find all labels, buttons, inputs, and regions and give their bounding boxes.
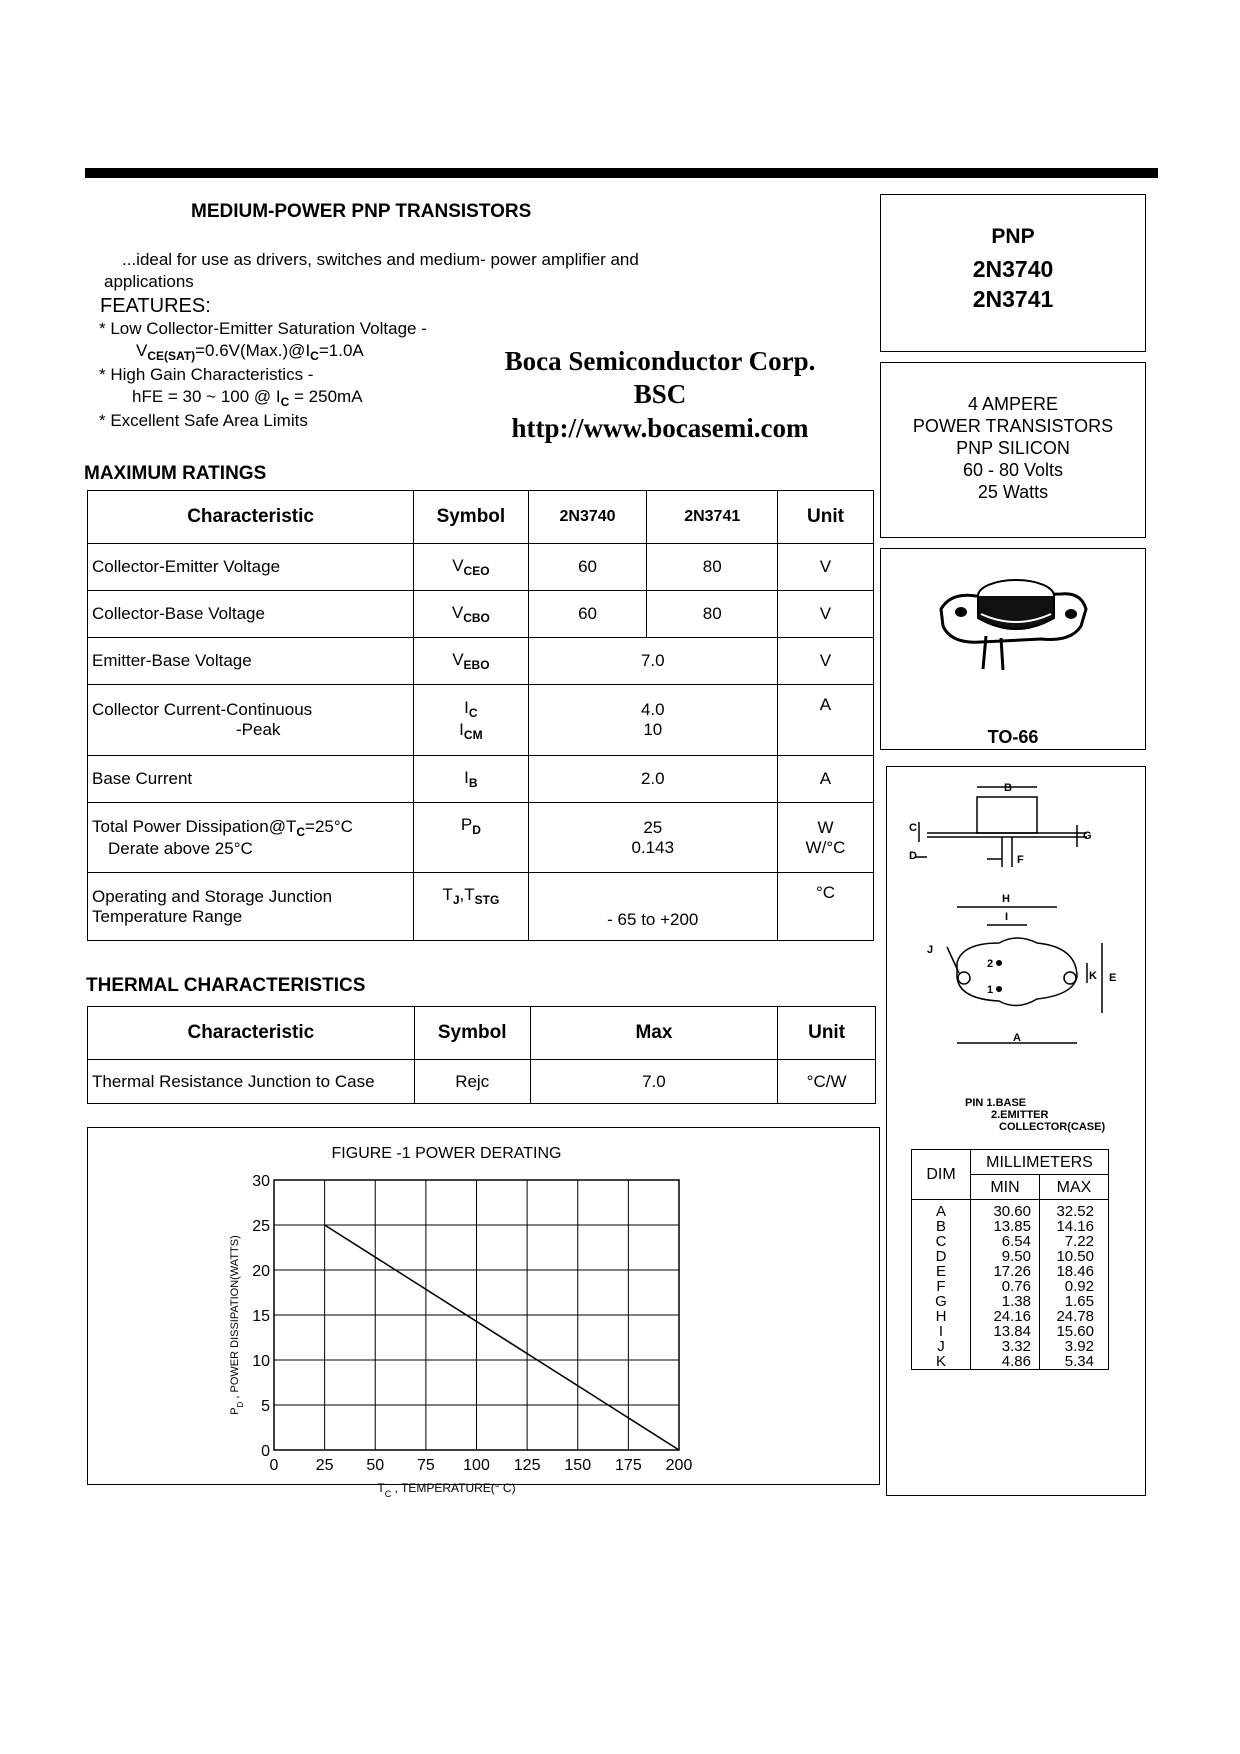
package-box <box>880 548 1146 750</box>
y-tick-label: 25 <box>252 1218 270 1235</box>
y-tick-label: 5 <box>261 1398 270 1415</box>
x-tick-label: 150 <box>564 1457 592 1474</box>
x-tick-label: 125 <box>513 1457 541 1474</box>
dim-row: H 24.16 24.78 <box>912 1309 1109 1324</box>
thermal-table <box>87 1006 876 1104</box>
chart-title: FIGURE -1 POWER DERATING <box>331 1145 562 1162</box>
dim-row: J 3.32 3.92 <box>912 1339 1109 1354</box>
x-tick-label: 50 <box>366 1457 385 1474</box>
spec-line4: 60 - 80 Volts <box>962 460 1064 480</box>
dimensions-box <box>886 766 1146 1496</box>
y-tick-label: 30 <box>252 1173 270 1190</box>
y-tick-label: 10 <box>252 1353 270 1370</box>
col-characteristic: Characteristic <box>88 491 414 544</box>
page-title: MEDIUM-POWER PNP TRANSISTORS <box>191 201 532 222</box>
col-symbol: Symbol <box>414 1007 530 1060</box>
feature-2-detail: hFE = 30 ~ 100 @ $I_C = 250mA$ <box>132 387 363 409</box>
max-ratings-table <box>87 490 874 941</box>
feature-3: * Excellent Safe Area Limits <box>99 411 308 430</box>
dim-row: E 17.26 18.46 <box>912 1264 1109 1279</box>
dim-label-d: D <box>909 850 917 862</box>
table-row: Operating and Storage Junction Temperature Range $T_J,T_{STG}$ - 65 to +200 °C <box>88 873 874 941</box>
pin-legend: PIN 1.BASE 2.EMITTER COLLECTOR(CASE) <box>965 1097 1106 1133</box>
table-row: Total Power $Dissipation@T_C=25^\circ C$ Derate above 25°C $P_D$ 25 0.143 W W/°C <box>88 803 874 873</box>
top-rule <box>85 168 1158 178</box>
spec-line2: POWER TRANSISTORS <box>912 416 1114 436</box>
x-tick-label: 75 <box>416 1457 435 1474</box>
company-abbr: BSC <box>633 379 687 409</box>
intro-line1: ...ideal for use as drivers, switches and medium- power amplifier and <box>122 250 639 269</box>
col-2n3740: 2N3740 <box>528 491 647 544</box>
y-tick-label: 15 <box>252 1308 270 1325</box>
spec-line3: PNP SILICON <box>956 438 1070 458</box>
dimension-drawing <box>887 767 1145 1087</box>
dim-label-i: I <box>1005 911 1009 923</box>
x-tick-label: 100 <box>463 1457 490 1474</box>
derating-line <box>325 1225 679 1450</box>
col-2n3741: 2N3741 <box>647 491 777 544</box>
dim-label-c: C <box>909 822 917 834</box>
y-tick-label: 20 <box>252 1263 270 1280</box>
dim-row: A 30.60 32.52 <box>912 1200 1109 1220</box>
table-row: Base Current $I_B$ 2.0 A <box>88 756 874 803</box>
dim-label-k: K <box>1089 970 1097 982</box>
package-label: TO-66 <box>987 727 1039 747</box>
spec-line5: 25 Watts <box>977 482 1049 502</box>
dim-label-f: F <box>1017 854 1024 866</box>
company-url[interactable]: http://www.bocasemi.com <box>511 413 809 443</box>
dim-row: G 1.38 1.65 <box>912 1294 1109 1309</box>
part-number-box <box>880 194 1146 352</box>
dim-label-h: H <box>1002 893 1010 905</box>
power-derating-chart <box>88 1128 879 1499</box>
dim-label-e: E <box>1109 972 1117 984</box>
x-tick-label: 200 <box>665 1457 693 1474</box>
table-row: Collector Current-Continuous -Peak $I_C$ $I_{CM}$ 4.0 10 A <box>88 685 874 756</box>
col-symbol: Symbol <box>414 491 528 544</box>
spec-box <box>880 362 1146 538</box>
part-number-2: 2N3741 <box>972 286 1054 312</box>
thermal-title: THERMAL CHARACTERISTICS <box>86 975 366 996</box>
part-type: PNP <box>991 225 1035 248</box>
y-tick-label: 0 <box>261 1443 270 1460</box>
feature-2: * High Gain Characteristics - <box>99 365 314 384</box>
col-characteristic: Characteristic <box>88 1007 415 1060</box>
dim-row: B 13.85 14.16 <box>912 1219 1109 1234</box>
spec-line1: 4 AMPERE <box>967 394 1059 414</box>
dim-row: C 6.54 7.22 <box>912 1234 1109 1249</box>
x-axis-label: $T_C$ , TEMPERATURE(° C) <box>377 1481 516 1499</box>
dim-label-b: B <box>1004 782 1012 794</box>
dim-row: F 0.76 0.92 <box>912 1279 1109 1294</box>
col-unit: Unit <box>777 491 873 544</box>
dimension-table: DIM MILLIMETERS MIN MAX A 30.60 32.52 B 13.85 14.16 C 6.54 7.22 D 9.50 10.50 E 17.26 18.46 F 0.76 0.92 G 1.38 1.65 H 24.16 24.78 I 13.84 15.60 J 3.32 3.92 K 4.86 5.34 <box>911 1149 1109 1370</box>
intro-line2: applications <box>104 272 194 291</box>
dim-label-a: A <box>1013 1032 1021 1044</box>
table-row: Thermal Resistance Junction to Case Rejc 7.0 °C/W <box>88 1060 876 1104</box>
power-derating-figure <box>87 1127 880 1499</box>
company-name: Boca Semiconductor Corp. <box>504 346 816 376</box>
x-tick-label: 0 <box>269 1457 279 1474</box>
dim-row: K 4.86 5.34 <box>912 1354 1109 1370</box>
feature-1: * Low Collector-Emitter Saturation Voltage - <box>99 319 427 338</box>
max-ratings-title: MAXIMUM RATINGS <box>84 463 267 484</box>
dim-label-j: J <box>927 944 934 956</box>
features-label: FEATURES: <box>100 295 211 317</box>
x-tick-label: 25 <box>315 1457 334 1474</box>
part-number-1: 2N3740 <box>972 256 1054 282</box>
to66-package-image <box>881 554 1145 714</box>
pin-1-label: 1 <box>987 984 994 996</box>
feature-1-detail: $V_{CE(SAT)}=0.6V(Max.)@I_C=1.0A$ <box>136 341 364 363</box>
dim-row: D 9.50 10.50 <box>912 1249 1109 1264</box>
dim-row: I 13.84 15.60 <box>912 1324 1109 1339</box>
table-row: Collector-Base Voltage $V_{CBO}$ 60 80 V <box>88 591 874 638</box>
y-axis-label: $P_D$ , POWER DISSIPATION(WATTS) <box>229 1235 245 1415</box>
dim-label-g: G <box>1083 830 1092 842</box>
pin-2-label: 2 <box>987 958 994 970</box>
col-max: Max <box>530 1007 777 1060</box>
x-tick-label: 175 <box>615 1457 642 1474</box>
col-unit: Unit <box>778 1007 876 1060</box>
table-row: Emitter-Base Voltage $V_{EBO}$ 7.0 V <box>88 638 874 685</box>
table-row: Collector-Emitter Voltage $V_{CEO}$ 60 80 V <box>88 544 874 591</box>
